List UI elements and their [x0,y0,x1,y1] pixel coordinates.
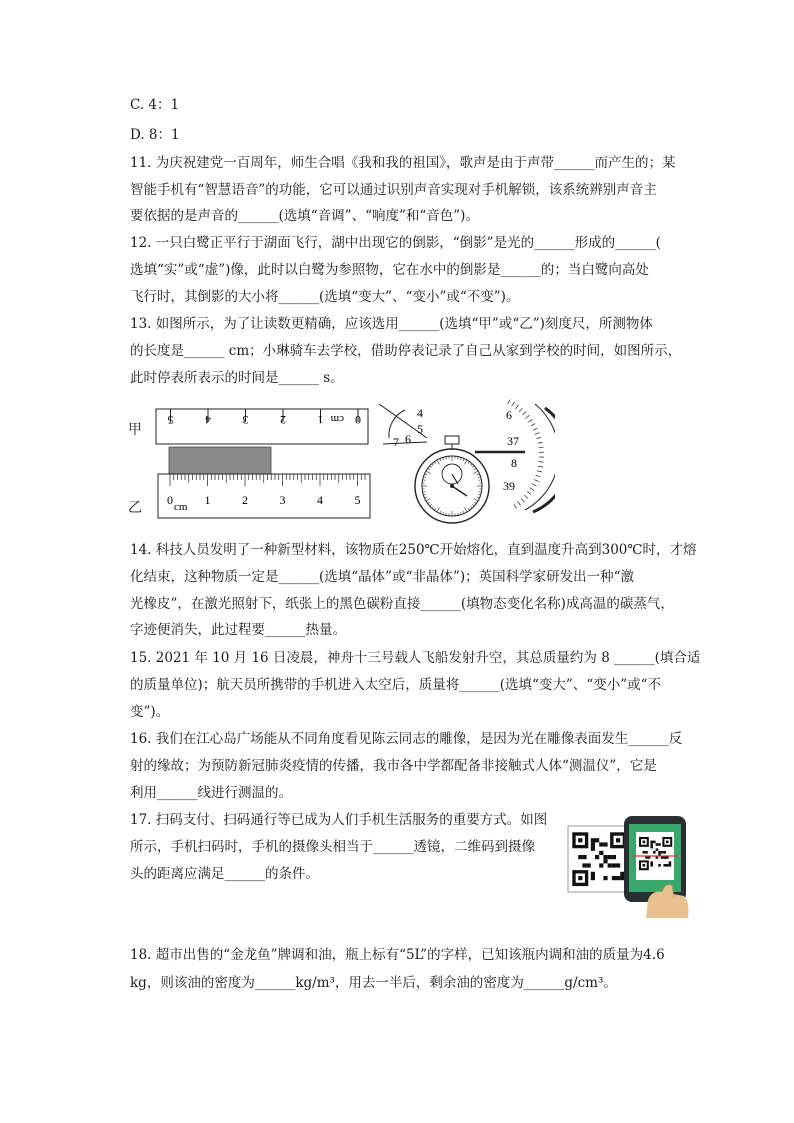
q14-line1: 14. 科技人员发明了一种新型材料，该物质在250℃开始熔化，直到温度升高到300℃时，才熔 [130,542,697,558]
ruler-jia-number: 2 [280,413,286,427]
q14-line3: 光橡皮”，在激光照射下，纸张上的黑色碳粉直接______(填物态变化名称)成高温的碳蒸气， [130,596,674,612]
q16-line1: 16. 我们在江心岛广场能从不同角度看见陈云同志的雕像，是因为光在雕像表面发生______反 [130,731,683,747]
q13-line2: 的长度是______ cm；小琳骑车去学校，借助停表记录了自己从家到学校的时间，如图所示， [130,343,682,359]
big-dial-6: 6 [506,408,512,422]
ruler-jia-unit: cm [330,413,344,425]
ruler-yi-number: 1 [204,493,211,507]
big-dial-8: 8 [511,456,517,470]
q11-line2: 智能手机有“智慧语音”的功能，它可以通过识别声音实现对手机解锁，该系统辨别声音主 [130,182,657,198]
q17-line2: 所示，手机扫码时，手机的摄像头相当于______透镜，二维码到摄像 [130,839,535,855]
big-dial-39: 39 [503,479,515,493]
measured-object [169,447,271,474]
small-dial-7: 7 [393,435,399,449]
line-c: C. 4：1 [130,97,180,113]
ruler-yi-label: 乙 [128,501,142,516]
small-dial-4: 4 [417,406,423,420]
small-dial-5: 5 [417,422,423,436]
q14-line4: 字迹便消失，此过程要______热量。 [130,622,346,638]
q16-line2: 射的缘故；为预防新冠肺炎疫情的传播，我市各中学都配备非接触式人体“测温仪”，它是 [130,758,657,774]
stopwatch-figure [375,398,555,533]
q11-line1: 11. 为庆祝建党一百周年，师生合唱《我和我的祖国》，歌声是由于声带______而产生的；某 [130,155,676,171]
q15-line2: 的质量单位)；航天员所携带的手机进入太空后，质量将______(选填“变大”、“变小”或“不 [130,677,662,693]
ruler-yi-number: 2 [242,493,248,507]
line-d: D. 8：1 [130,127,180,143]
q14-line2: 化结束，这种物质一定是______(选填“晶体”或“非晶体”)；英国科学家研发出一种“激 [130,569,635,585]
big-dial-37: 37 [507,434,519,448]
ruler-yi-unit: cm [174,501,188,513]
ruler-yi-number: 4 [317,493,323,507]
ruler-jia-number: 4 [205,413,211,427]
ruler-yi-number: 5 [354,493,361,507]
q17-line3: 头的距离应满足______的条件。 [130,866,319,882]
ruler-jia-number: 5 [167,413,174,427]
q18-line2: kg，则该油的密度为______kg/m³，用去一半后，剩余油的密度为______g/cm³。 [130,975,617,991]
q16-line3: 利用______线进行测温的。 [130,785,292,801]
ruler-jia-number: 0 [355,413,361,427]
q13-line3: 此时停表所表示的时间是______ s。 [130,370,344,386]
q11-line3: 要依据的是声音的______(选填“音调”、“响度”和“音色”)。 [130,208,479,224]
ruler-yi-number: 0 [167,493,173,507]
q18-line1: 18. 超市出售的“金龙鱼”牌调和油，瓶上标有“5L”的字样，已知该瓶内调和油的质量为4.6 [130,947,665,963]
ruler-jia-number: 1 [317,413,324,427]
ruler-jia-label: 甲 [128,423,142,438]
q12-line1: 12. 一只白鹭正平行于湖面飞行，湖中出现它的倒影，“倒影”是光的______形成的______( [130,235,661,251]
q15-line3: 变”)。 [130,704,170,720]
q12-line2: 选填“实”或“虚”)像，此时以白鹭为参照物，它在水中的倒影是______的；当白鹭向高处 [130,262,649,278]
ruler-jia-number: 3 [242,413,249,427]
ruler-figure [128,400,378,522]
q12-line3: 飞行时，其倒影的大小将______(选填“变大”、“变小”或“不变”)。 [130,289,520,305]
q13-line1: 13. 如图所示，为了让读数更精确，应该选用______(选填“甲”或“乙”)刻度尺，所测物体 [130,316,653,332]
ruler-yi-number: 3 [279,493,286,507]
small-dial-6: 6 [405,432,411,446]
q15-line1: 15. 2021 年 10 月 16 日凌晨，神舟十三号载人飞船发射升空，其总质量约为 8 ______(填合适 [130,650,701,666]
q17-line1: 17. 扫码支付、扫码通行等已成为人们手机生活服务的重要方式。如图 [130,812,548,828]
qr-scan-figure [566,812,690,918]
